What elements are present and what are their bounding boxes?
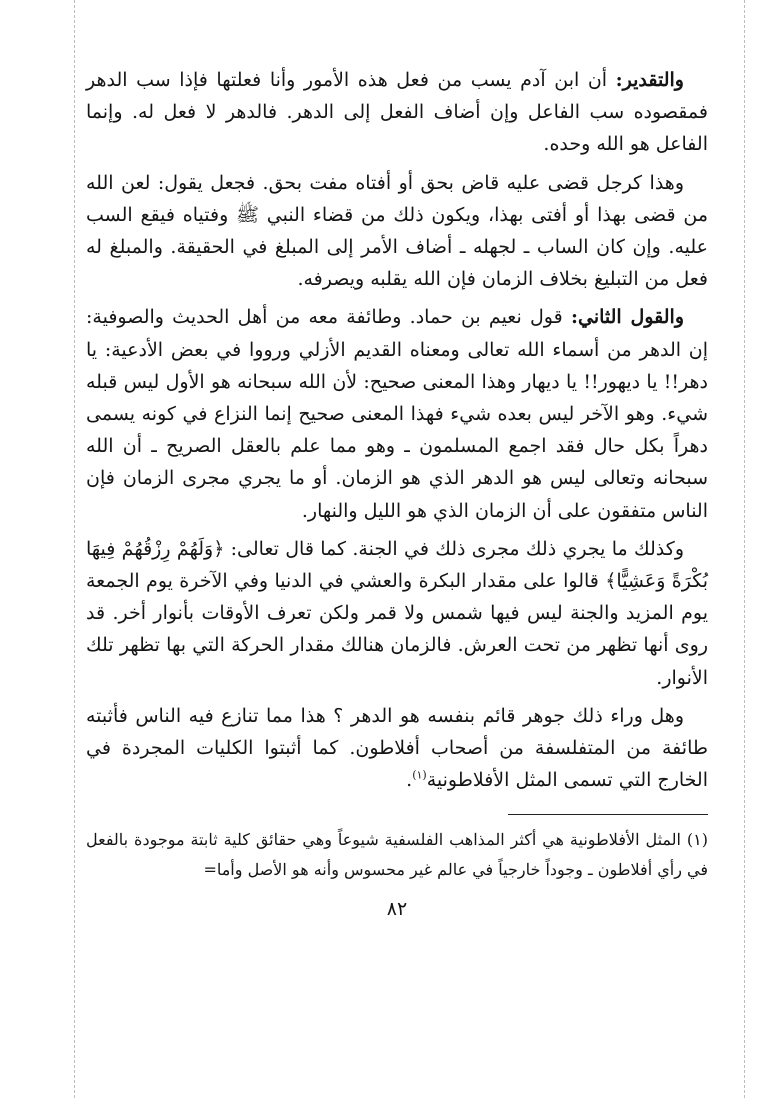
paragraph-3-text: قول نعيم بن حماد. وطائفة معه من أهل الحديث والصوفية: إن الدهر من أسماء الله تعالى ومعناه القديم الأزلي ورووا في بعض الأدعية: يا دهر!! يا ديهور!! يا ديهار وهذا المعنى صحيح: لأن الله سبحانه هو الأول ليس قبله شيء. وهو الآخر ليس بعده شيء فهذا المعنى صحيح إنما النزاع في كونه يسمى دهراً بكل حال فقد اجمع المسلمون ـ وهو مما علم بالعقل الصريح ـ أن الله سبحانه وتعالى ليس هو الدهر الذي هو الزمان. أو ما يجري مجرى الزمان فإن الناس متفقون على أن الزمان الذي هو الليل والنهار. bbox=[86, 306, 708, 522]
paragraph-1-lead: والتقدير: bbox=[615, 69, 684, 91]
paragraph-1-text: أن ابن آدم يسب من فعل هذه الأمور وأنا فعلتها فإذا سب الدهر فمقصوده سب الفاعل وإن أضاف الفعل إلى الدهر. فالدهر لا فعل له. وإنما الفاعل هو الله وحده. bbox=[86, 69, 708, 156]
footnote: (١) المثل الأفلاطونية هي أكثر المذاهب الفلسفية شيوعاً وهي حقائق كلية ثابتة موجودة بالفعل في رأي أفلاطون ـ وجوداً خارجياً في عالم غير محسوس وأنه هو الأصل وأما= bbox=[86, 830, 708, 880]
paragraph-1 bbox=[86, 64, 708, 161]
paragraph-5-text: وهل وراء ذلك جوهر قائم بنفسه هو الدهر ؟ هذا مما تنازع فيه الناس فأثبته طائفة من المتفلسفة من أصحاب أفلاطون. كما أثبتوا الكليات المجردة في الخارج التي تسمى المثل الأفلاطونية bbox=[86, 704, 708, 792]
paragraph-2 bbox=[86, 167, 708, 296]
paragraph-3 bbox=[86, 301, 708, 526]
paragraph-4 bbox=[86, 533, 708, 694]
footnote-reference: (١) bbox=[412, 768, 427, 782]
page-number: ٨٢ bbox=[386, 898, 408, 921]
paragraph-5-tail: . bbox=[406, 769, 413, 792]
paragraph-4-text: وكذلك ما يجري ذلك مجرى ذلك في الجنة. كما قال تعالى: ﴿وَلَهُمْ رِزْقُهُمْ فِيهَا بُكْرَةً وَعَشِيًّا﴾ قالوا على مقدار البكرة والعشي في الدنيا وفي الآخرة يوم الجمعة يوم المزيد والجنة ليس فيها شمس ولا قمر ولكن تعرف الأوقات بأنوار أخر. قد روى أنها تظهر من تحت العرش. فالزمان هنالك مقدار الحركة التي بها تظهر تلك الأنوار. bbox=[86, 537, 708, 689]
paragraph-2-text: وهذا كرجل قضى عليه قاض بحق أو أفتاه مفت بحق. فجعل يقول: لعن الله من قضى بهذا أو أفتى بهذا، ويكون ذلك من قضاء النبي ﷺ وفتياه فيقع السب عليه. وإن كان الساب ـ لجهله ـ أضاف الأمر إلى المبلغ في الحقيقة. والمبلغ له فعل من التبليغ بخلاف الزمان فإن الله يقلبه ويصرفه. bbox=[86, 171, 708, 291]
book-page bbox=[86, 64, 708, 926]
footnote-divider bbox=[508, 814, 708, 815]
scan-margin-line-right bbox=[744, 0, 745, 1098]
paragraph-3-lead: والقول الثاني: bbox=[570, 306, 684, 329]
paragraph-5 bbox=[86, 700, 708, 797]
scan-margin-line-left bbox=[74, 0, 75, 1098]
